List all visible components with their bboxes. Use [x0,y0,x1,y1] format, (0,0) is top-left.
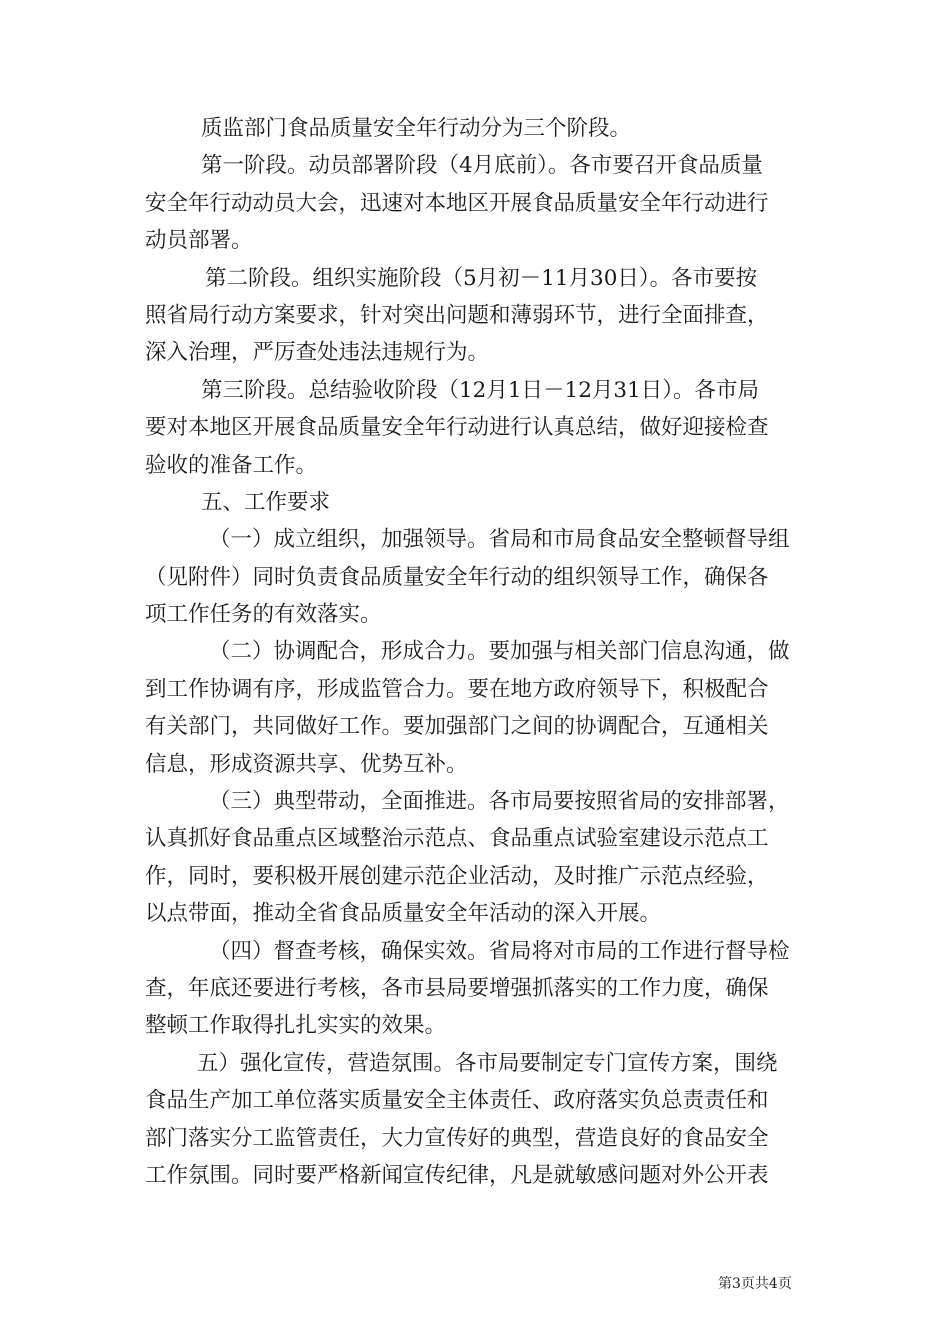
text-line: 以点带面，推动全省食品质量安全年活动的深入开展。 [145,901,662,927]
text-line: 工作氛围。同时要严格新闻宣传纪律，凡是就敏感问题对外公开表 [145,1162,769,1188]
text-line: （见附件）同时负责食品质量安全年行动的组织领导工作，确保各 [145,564,769,590]
text-line: 整顿工作取得扎扎实实的效果。 [145,1013,447,1039]
text-line: 第二阶段。组织实施阶段（5月初－11月30日）。各市要按 [205,265,758,291]
text-line: 验收的准备工作。 [145,452,318,478]
text-line: 安全年行动动员大会，迅速对本地区开展食品质量安全年行动进行 [145,190,769,216]
text-line: 作，同时，要积极开展创建示范企业活动，及时推广示范点经验， [145,863,769,889]
text-line: （二）协调配合，形成合力。要加强与相关部门信息沟通，做 [209,639,790,665]
text-line: 五）强化宣传，营造氛围。各市局要制定专门宣传方案，围绕 [197,1050,778,1076]
text-line: （四）督查考核，确保实效。省局将对市局的工作进行督导检 [209,938,790,964]
section-heading: 五、工作要求 [201,489,331,515]
text-line: 查，年底还要进行考核，各市县局要增强抓落实的工作力度，确保 [145,975,769,1001]
text-line: 信息，形成资源共享、优势互补。 [145,751,468,777]
text-line: 质监部门食品质量安全年行动分为三个阶段。 [201,116,632,141]
text-line: 部门落实分工监管责任，大力宣传好的典型，营造良好的食品安全 [145,1125,769,1151]
text-line: 第一阶段。动员部署阶段（4月底前）。各市要召开食品质量 [201,153,763,179]
text-line: 要对本地区开展食品质量安全年行动进行认真总结，做好迎接检查 [145,415,769,441]
text-line: 动员部署。 [145,228,253,254]
text-line: （一）成立组织，加强领导。省局和市局食品安全整顿督导组 [209,527,790,553]
text-line: 到工作协调有序，形成监管合力。要在地方政府领导下，积极配合 [145,676,769,702]
text-line: （三）典型带动，全面推进。各市局要按照省局的安排部署， [209,789,790,815]
document-body [145,110,807,1194]
text-line: 食品生产加工单位落实质量安全主体责任、政府落实负总责责任和 [145,1088,769,1114]
text-line: 照省局行动方案要求，针对突出问题和薄弱环节，进行全面排查， [145,302,769,328]
text-line: 有关部门，共同做好工作。要加强部门之间的协调配合，互通相关 [145,714,769,740]
text-line: 认真抓好食品重点区域整治示范点、食品重点试验室建设示范点工 [145,826,769,852]
text-line: 深入治理，严厉查处违法违规行为。 [145,340,490,366]
text-line: 第三阶段。总结验收阶段（12月1日－12月31日）。各市局 [201,377,760,403]
page-number: 第3页共4页 [718,1276,792,1292]
text-line: 项工作任务的有效落实。 [145,602,382,628]
